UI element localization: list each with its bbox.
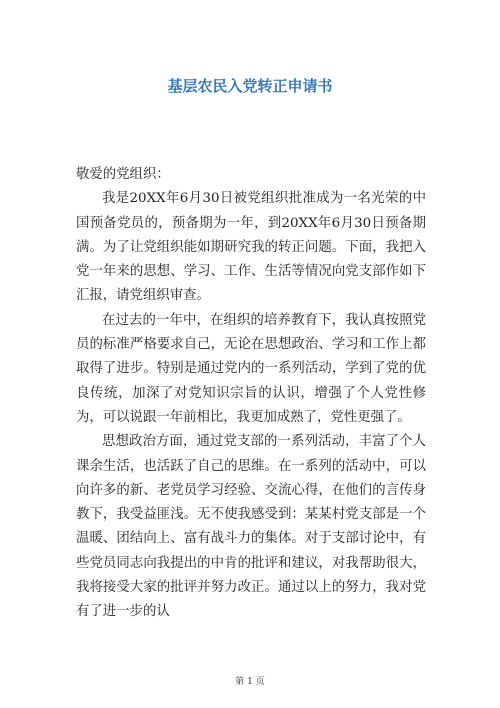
paragraph-intro: 我是20XX年6月30日被党组织批准成为一名光荣的中国预备党员的，预备期为一年，到20XX年6月30日预备期满。为了让党组织能如期研究我的转正问题。下面，我把入党一年来的思想、学习、工作、生活等情况向党支部作如下汇报，请党组织审查。: [76, 191, 426, 304]
paragraph-past-year: 在过去的一年中，在组织的培养教育下，我认真按照党员的标准严格要求自己，无论在思想政治、学习和工作上都取得了进步。特别是通过党内的一系列活动，学到了党的优良传统，加深了对党知识宗旨的认识，增强了个人党性修为，可以说跟一年前相比，我更加成熟了，党性更强了。: [76, 312, 426, 425]
paragraph-ideology: 思想政治方面，通过党支部的一系列活动，丰富了个人课余生活，也活跃了自己的思维。在一系列的活动中，可以向许多的新、老党员学习经验、交流心得，在他们的言传身教下，我受益匪浅。无不使我感受到：某某村党支部是一个温暖、团结向上、富有战斗力的集体。对于支部讨论中，有些党员同志向我提出的中肯的批评和建议，对我帮助很大，我将接受大家的批评并努力改正。通过以上的努力，我对党有了进一步的认: [76, 434, 426, 620]
salutation: 敬爱的党组织：: [76, 167, 170, 182]
page-number: 第 1 页: [235, 677, 265, 687]
document-body: [76, 163, 426, 625]
document-title: 基层农民入党转正申请书: [167, 77, 333, 95]
